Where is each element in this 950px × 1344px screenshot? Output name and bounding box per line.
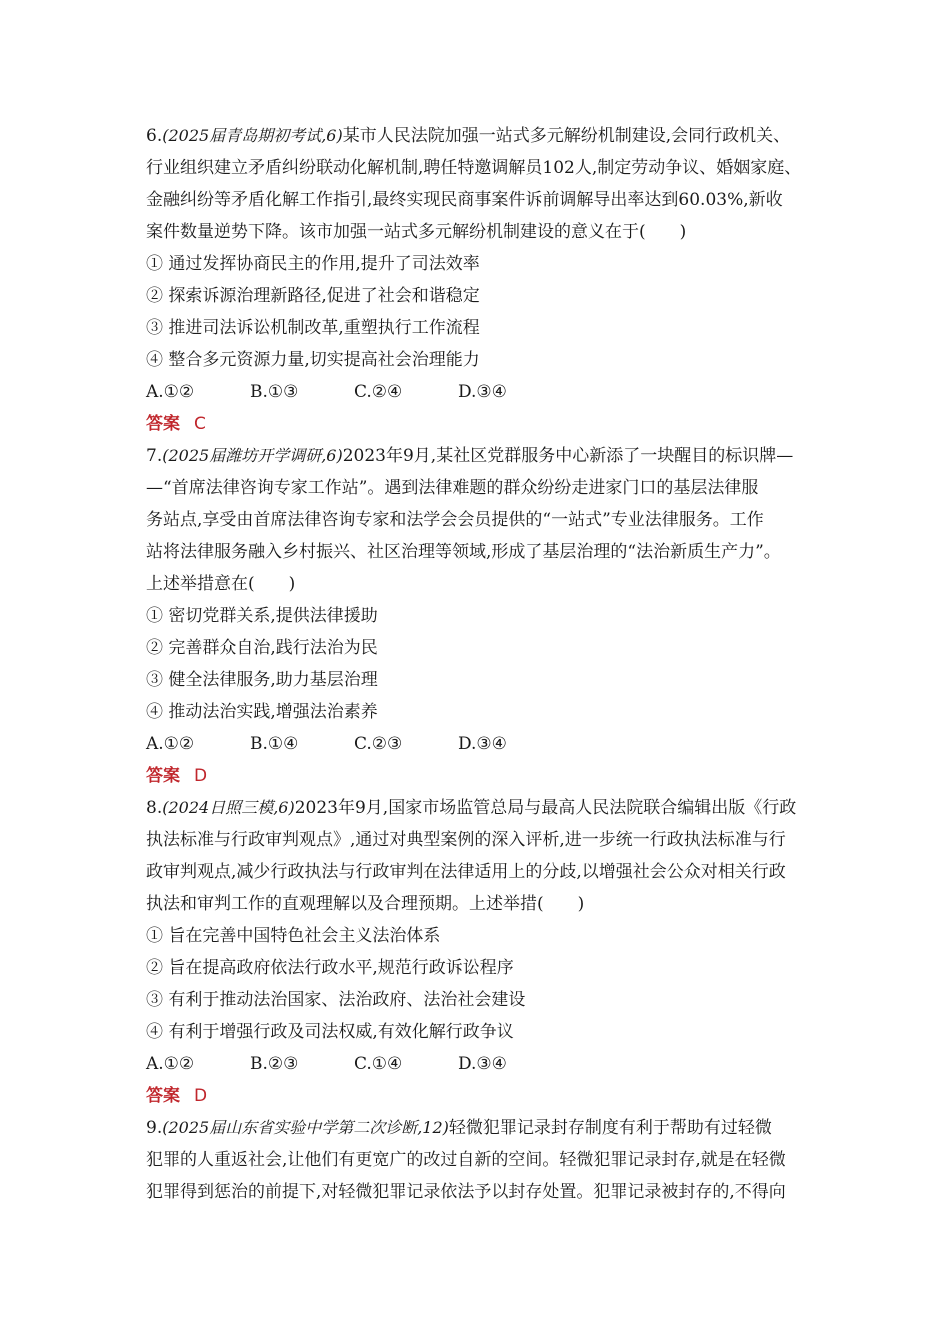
choice-option: D.③④ bbox=[458, 1054, 507, 1074]
question-stem-line bbox=[146, 536, 811, 568]
question-stem-line bbox=[146, 792, 811, 824]
choice-option: D.③④ bbox=[458, 734, 507, 754]
answer-value: D bbox=[194, 1086, 208, 1106]
statement-item: ① 密切党群关系,提供法律援助 bbox=[146, 606, 378, 626]
stem-text: 上述举措意在( ) bbox=[146, 574, 296, 594]
answer-label: 答案 bbox=[146, 766, 180, 786]
statement-item: ① 通过发挥协商民主的作用,提升了司法效率 bbox=[146, 254, 480, 274]
stem-text: 某市人民法院加强一站式多元解纷机制建设,会同行政机关、 bbox=[342, 126, 791, 146]
choice-options bbox=[146, 728, 811, 760]
stem-text: —“首席法律咨询专家工作站”。遇到法律难题的群众纷纷走进家门口的基层法律服 bbox=[146, 478, 759, 498]
question-9 bbox=[146, 1112, 811, 1208]
statement-item: ② 旨在提高政府依法行政水平,规范行政诉讼程序 bbox=[146, 958, 514, 978]
stem-text: 站将法律服务融入乡村振兴、社区治理等领域,形成了基层治理的“法治新质生产力”。 bbox=[146, 542, 781, 562]
question-7 bbox=[146, 440, 811, 792]
statement-item: ④ 有利于增强行政及司法权威,有效化解行政争议 bbox=[146, 1022, 514, 1042]
stem-text: 2023年9月,某社区党群服务中心新添了一块醒目的标识牌— bbox=[342, 446, 794, 466]
statement-item: ③ 有利于推动法治国家、法治政府、法治社会建设 bbox=[146, 990, 526, 1010]
question-stem-line bbox=[146, 824, 811, 856]
question-stem-line bbox=[146, 1144, 811, 1176]
question-number: 9. bbox=[146, 1118, 163, 1138]
question-stem-line bbox=[146, 440, 811, 472]
question-stem-line bbox=[146, 184, 811, 216]
document-page bbox=[146, 120, 811, 1208]
statement-item: ③ 推进司法诉讼机制改革,重塑执行工作流程 bbox=[146, 318, 480, 338]
question-number: 8. bbox=[146, 798, 163, 818]
choice-option: C.②③ bbox=[354, 734, 403, 754]
choice-options bbox=[146, 1048, 811, 1080]
question-stem-line bbox=[146, 120, 811, 152]
question-stem-line bbox=[146, 472, 811, 504]
question-source: (2024日照三模,6) bbox=[162, 798, 295, 817]
choice-option: D.③④ bbox=[458, 382, 507, 402]
statement-item: ② 探索诉源治理新路径,促进了社会和谐稳定 bbox=[146, 286, 480, 306]
choice-option: B.①④ bbox=[250, 734, 299, 754]
stem-text: 行业组织建立矛盾纠纷联动化解机制,聘任特邀调解员102人,制定劳动争议、婚姻家庭、 bbox=[146, 158, 802, 178]
question-number: 6. bbox=[146, 126, 163, 146]
question-stem-line bbox=[146, 568, 811, 600]
choice-option: C.①④ bbox=[354, 1054, 403, 1074]
answer-line bbox=[146, 760, 811, 792]
stem-text: 轻微犯罪记录封存制度有利于帮助有过轻微 bbox=[448, 1118, 772, 1138]
answer-line bbox=[146, 1080, 811, 1112]
choice-option: B.②③ bbox=[250, 1054, 299, 1074]
question-stem-line bbox=[146, 888, 811, 920]
choice-option: A.①② bbox=[146, 734, 195, 754]
statement-item: ④ 整合多元资源力量,切实提高社会治理能力 bbox=[146, 350, 480, 370]
choice-option: B.①③ bbox=[250, 382, 299, 402]
question-number: 7. bbox=[146, 446, 163, 466]
stem-text: 犯罪的人重返社会,让他们有更宽广的改过自新的空间。轻微犯罪记录封存,就是在轻微 bbox=[146, 1150, 786, 1170]
choice-option: A.①② bbox=[146, 1054, 195, 1074]
stem-text: 执法和审判工作的直观理解以及合理预期。上述举措( ) bbox=[146, 894, 585, 914]
question-stem-line bbox=[146, 152, 811, 184]
stem-text: 执法标准与行政审判观点》,通过对典型案例的深入评析,进一步统一行政执法标准与行 bbox=[146, 830, 786, 850]
question-8 bbox=[146, 792, 811, 1112]
choice-option: A.①② bbox=[146, 382, 195, 402]
stem-text: 政审判观点,减少行政执法与行政审判在法律适用上的分歧,以增强社会公众对相关行政 bbox=[146, 862, 786, 882]
statement-item: ③ 健全法律服务,助力基层治理 bbox=[146, 670, 378, 690]
answer-value: D bbox=[194, 766, 208, 786]
answer-label: 答案 bbox=[146, 1086, 180, 1106]
question-stem-line bbox=[146, 504, 811, 536]
statement-item: ④ 推动法治实践,增强法治素养 bbox=[146, 702, 378, 722]
stem-text: 金融纠纷等矛盾化解工作指引,最终实现民商事案件诉前调解导出率达到60.03%,新收 bbox=[146, 190, 783, 210]
choice-options bbox=[146, 376, 811, 408]
question-source: (2025届青岛期初考试,6) bbox=[162, 126, 343, 145]
question-stem-line bbox=[146, 856, 811, 888]
statement-item: ② 完善群众自治,践行法治为民 bbox=[146, 638, 378, 658]
stem-text: 犯罪得到惩治的前提下,对轻微犯罪记录依法予以封存处置。犯罪记录被封存的,不得向 bbox=[146, 1182, 786, 1202]
question-6 bbox=[146, 120, 811, 440]
answer-label: 答案 bbox=[146, 414, 180, 434]
answer-value: C bbox=[194, 414, 206, 434]
choice-option: C.②④ bbox=[354, 382, 403, 402]
stem-text: 案件数量逆势下降。该市加强一站式多元解纷机制建设的意义在于( ) bbox=[146, 222, 687, 242]
question-stem-line bbox=[146, 1176, 811, 1208]
stem-text: 务站点,享受由首席法律咨询专家和法学会会员提供的“一站式”专业法律服务。工作 bbox=[146, 510, 764, 530]
question-source: (2025届山东省实验中学第二次诊断,12) bbox=[162, 1118, 449, 1137]
statement-item: ① 旨在完善中国特色社会主义法治体系 bbox=[146, 926, 441, 946]
answer-line bbox=[146, 408, 811, 440]
question-source: (2025届潍坊开学调研,6) bbox=[162, 446, 343, 465]
stem-text: 2023年9月,国家市场监管总局与最高人民法院联合编辑出版《行政 bbox=[294, 798, 797, 818]
question-stem-line bbox=[146, 216, 811, 248]
question-stem-line bbox=[146, 1112, 811, 1144]
